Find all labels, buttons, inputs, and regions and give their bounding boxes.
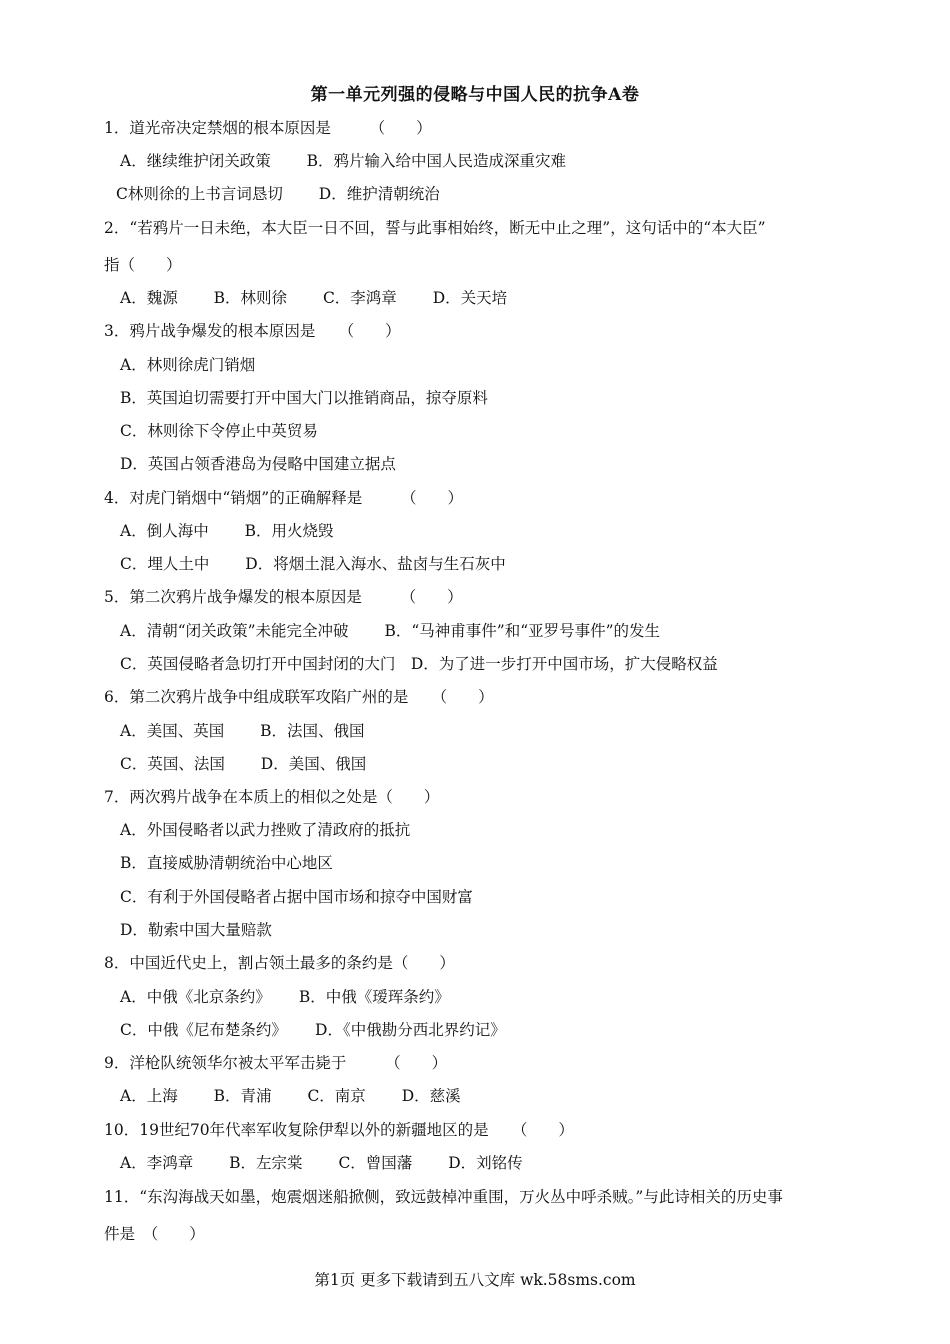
question-3-option-a: A．林则徐虎门销烟 [120, 356, 256, 374]
question-1-options-a: A．继续维护闭关政策 B．鸦片输入给中国人民造成深重灾难 [120, 152, 567, 170]
question-3: 3．鸦片战争爆发的根本原因是 （ ） [104, 322, 401, 340]
question-4-options-c: C．埋人土中 D．将烟土混入海水、盐卤与生石灰中 [120, 555, 506, 573]
question-3-option-b: B．英国迫切需要打开中国大门以推销商品，掠夺原料 [120, 389, 488, 407]
question-1: 1．道光帝决定禁烟的根本原因是 （ ） [104, 119, 432, 137]
question-9: 9．洋枪队统领华尔被太平军击毙于 （ ） [104, 1054, 448, 1072]
question-3-option-c: C．林则徐下令停止中英贸易 [120, 422, 318, 440]
question-7: 7．两次鸦片战争在本质上的相似之处是（ ） [104, 788, 440, 806]
page-footer: 第1页 更多下载请到五八文库 wk.58sms.com [314, 1271, 636, 1289]
question-6-options-a: A．美国、英国 B．法国、俄国 [120, 722, 365, 740]
question-9-options: A．上海 B．青浦 C．南京 D．慈溪 [120, 1087, 461, 1105]
question-2-options: A．魏源 B．林则徐 C．李鸿章 D．关天培 [120, 289, 508, 307]
question-4: 4．对虎门销烟中“销烟”的正确解释是 （ ） [104, 489, 463, 507]
question-10: 10．19世纪70年代率军收复除伊犁以外的新疆地区的是 （ ） [104, 1121, 574, 1139]
page-title: 第一单元列强的侵略与中国人民的抗争A卷 [310, 85, 640, 105]
question-8-options-a: A．中俄《北京条约》 B．中俄《瑷珲条约》 [120, 988, 450, 1006]
question-11-cont: 件是 （ ） [104, 1225, 205, 1243]
question-5: 5．第二次鸦片战争爆发的根本原因是 （ ） [104, 588, 463, 606]
question-10-options: A．李鸿章 B．左宗棠 C．曾国藩 D．刘铭传 [120, 1154, 523, 1172]
question-1-options-c: C林则徐的上书言词恳切 D．维护清朝统治 [116, 185, 440, 203]
question-7-option-b: B．直接威胁清朝统治中心地区 [120, 854, 333, 872]
question-7-option-a: A．外国侵略者以武力挫败了清政府的抵抗 [120, 821, 411, 839]
question-8: 8．中国近代史上，割占领土最多的条约是（ ） [104, 954, 455, 972]
question-2: 2．“若鸦片一日未绝，本大臣一日不回，誓与此事相始终，断无中止之理”，这句话中的“本大臣” [104, 219, 766, 237]
question-4-options-a: A．倒人海中 B．用火烧毁 [120, 522, 334, 540]
question-5-options-a: A．清朝“闭关政策”未能完全冲破 B．“马神甫事件”和“亚罗号事件”的发生 [120, 622, 661, 640]
question-7-option-c: C．有利于外国侵略者占据中国市场和掠夺中国财富 [120, 888, 473, 906]
question-11: 11．“东沟海战天如墨，炮震烟迷船掀侧，致远鼓棹冲重围，万火丛中呼杀贼。”与此诗相关的历史事 [104, 1188, 783, 1206]
question-8-options-c: C．中俄《尼布楚条约》 D．《中俄勘分西北界约记》 [120, 1021, 506, 1039]
question-7-option-d: D．勒索中国大量赔款 [120, 921, 272, 939]
question-6: 6．第二次鸦片战争中组成联军攻陷广州的是 （ ） [104, 688, 494, 706]
question-2-cont: 指（ ） [104, 256, 182, 274]
question-5-options-c: C．英国侵略者急切打开中国封闭的大门 D．为了进一步打开中国市场，扩大侵略权益 [120, 655, 718, 673]
question-6-options-c: C．英国、法国 D．美国、俄国 [120, 755, 367, 773]
question-3-option-d: D．英国占领香港岛为侵略中国建立据点 [120, 455, 396, 473]
